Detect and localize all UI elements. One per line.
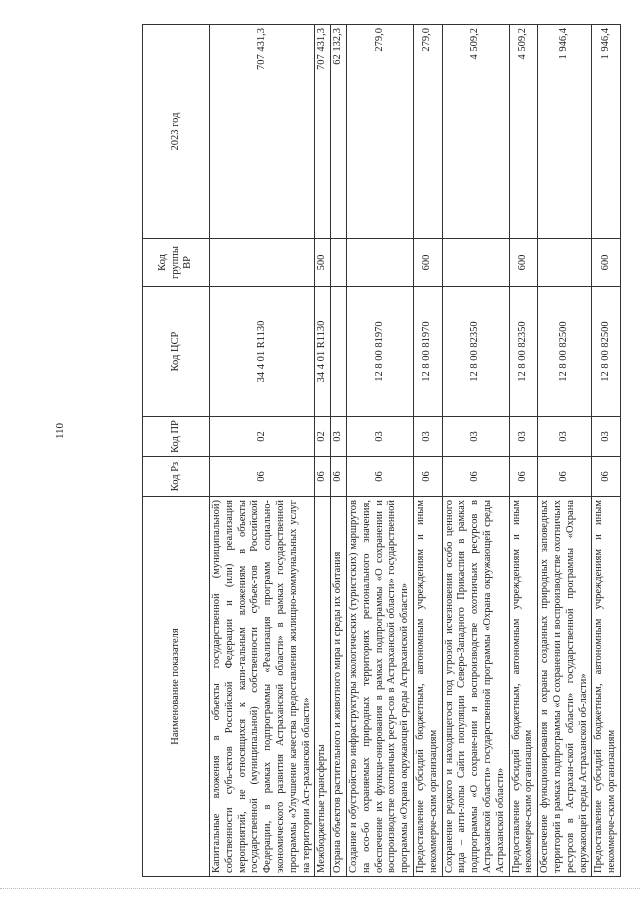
row-value: 279,0: [346, 25, 413, 239]
row-csr: 34 4 01 R1130: [210, 287, 315, 417]
table-row: [509, 25, 538, 877]
row-csr: 12 8 00 82350: [442, 287, 509, 417]
row-pr: 03: [346, 417, 413, 457]
row-pr: 03: [538, 417, 592, 457]
row-name: Капитальные вложения в объекты государственной (муниципальной) собственности субъ-ектов Российской Федерации и (или) реализация мероприятий, не относящихся к капи-тальным вложениям в объекты государственной (муниципальной) собственности субъек-тов Российской Федерации, в рамках подпрограммы «Реализация программ социально-экономического развития Астраханской области» в рамках государственной программы «Улучшение качества предоставления жилищно-коммунальных услуг на территории Аст-раханской области»: [210, 497, 315, 877]
budget-table: [142, 24, 621, 877]
row-name: Предоставление субсидий бюджетным, автономным учреждениям и иным некоммерче-ским организациям: [592, 497, 621, 877]
header-name: Наименование показателя: [143, 497, 210, 877]
table-row: [413, 25, 442, 877]
header-pr: Код ПР: [143, 417, 210, 457]
row-csr: 12 8 00 81970: [413, 287, 442, 417]
row-vr: 600: [592, 239, 621, 287]
row-value: 1 946,4: [538, 25, 592, 239]
row-csr: [331, 287, 347, 417]
row-value: 279,0: [413, 25, 442, 239]
table-row: [315, 25, 331, 877]
row-rz: 06: [315, 457, 331, 497]
page-number: 110: [54, 422, 66, 440]
row-name: Сохранение редкого и находящегося под угрозой исчезновения особо ценного вида – анти-лопы Сайги популяции Северо-Западного Прикаспия в рамках подпрограммы «О сохране-нии и воспроизводстве охотничьих ресурсов в Астраханской области» государственной программы «Охрана окружающей среды Астраханской области»: [442, 497, 509, 877]
row-csr: 12 8 00 82500: [592, 287, 621, 417]
row-value: 707 431,3: [315, 25, 331, 239]
row-vr: 600: [413, 239, 442, 287]
row-rz: 06: [413, 457, 442, 497]
row-name: Предоставление субсидий бюджетным, автономным учреждениям и иным некоммерче-ским организациям: [413, 497, 442, 877]
row-rz: 06: [509, 457, 538, 497]
row-vr: [346, 239, 413, 287]
row-vr: 500: [315, 239, 331, 287]
row-rz: 06: [346, 457, 413, 497]
row-csr: 12 8 00 82350: [509, 287, 538, 417]
row-value: 4 509,2: [442, 25, 509, 239]
header-year: 2023 год: [143, 25, 210, 239]
scan-edge-line: [0, 888, 640, 889]
row-pr: 02: [315, 417, 331, 457]
table-header-row: [143, 25, 210, 877]
header-csr: Код ЦСР: [143, 287, 210, 417]
row-pr: 02: [210, 417, 315, 457]
row-csr: 12 8 00 82500: [538, 287, 592, 417]
table-row: [331, 25, 347, 877]
row-value: 707 431,3: [210, 25, 315, 239]
row-vr: [210, 239, 315, 287]
row-vr: 600: [509, 239, 538, 287]
table-row: [442, 25, 509, 877]
row-value: 4 509,2: [509, 25, 538, 239]
table-row: [210, 25, 315, 877]
row-csr: 34 4 01 R1130: [315, 287, 331, 417]
table-row: [346, 25, 413, 877]
row-pr: 03: [331, 417, 347, 457]
row-rz: 06: [331, 457, 347, 497]
row-vr: [538, 239, 592, 287]
row-rz: 06: [210, 457, 315, 497]
row-rz: 06: [538, 457, 592, 497]
row-pr: 03: [509, 417, 538, 457]
row-pr: 03: [592, 417, 621, 457]
row-name: Создание и обустройство инфраструктуры экологических (туристских) маршрутов на осо-бо охраняемых природных территориях регионального значения, обеспечение их функци-онирования в рамках подпрограммы «О сохранении и воспроизводстве охотничьих ресур-сов в Астраханской области» государственной программы «Охрана окружающей среды Астраханской области»: [346, 497, 413, 877]
table-row: [538, 25, 592, 877]
row-name: Предоставление субсидий бюджетным, автономным учреждениям и иным некоммерче-ским организациям: [509, 497, 538, 877]
row-value: 62 132,3: [331, 25, 347, 239]
row-name: Межбюджетные трансферты: [315, 497, 331, 877]
row-rz: 06: [442, 457, 509, 497]
row-name: Обеспечение функционирования и охраны созданных природных заповедных территорий в рамках подпрограммы «О сохранении и воспроизводстве охотничьих ресурсов в Астрахан-ской области» государственной программы «Охрана окружающей среды Астраханской об-ласти»: [538, 497, 592, 877]
row-vr: [442, 239, 509, 287]
table-row: [592, 25, 621, 877]
row-name: Охрана объектов растительного и животного мира и среды их обитания: [331, 497, 347, 877]
row-csr: 12 8 00 81970: [346, 287, 413, 417]
row-pr: 03: [442, 417, 509, 457]
row-rz: 06: [592, 457, 621, 497]
header-rz: Код Рз: [143, 457, 210, 497]
row-value: 1 946,4: [592, 25, 621, 239]
header-vr: Код группы ВР: [143, 239, 210, 287]
row-vr: [331, 239, 347, 287]
row-pr: 03: [413, 417, 442, 457]
